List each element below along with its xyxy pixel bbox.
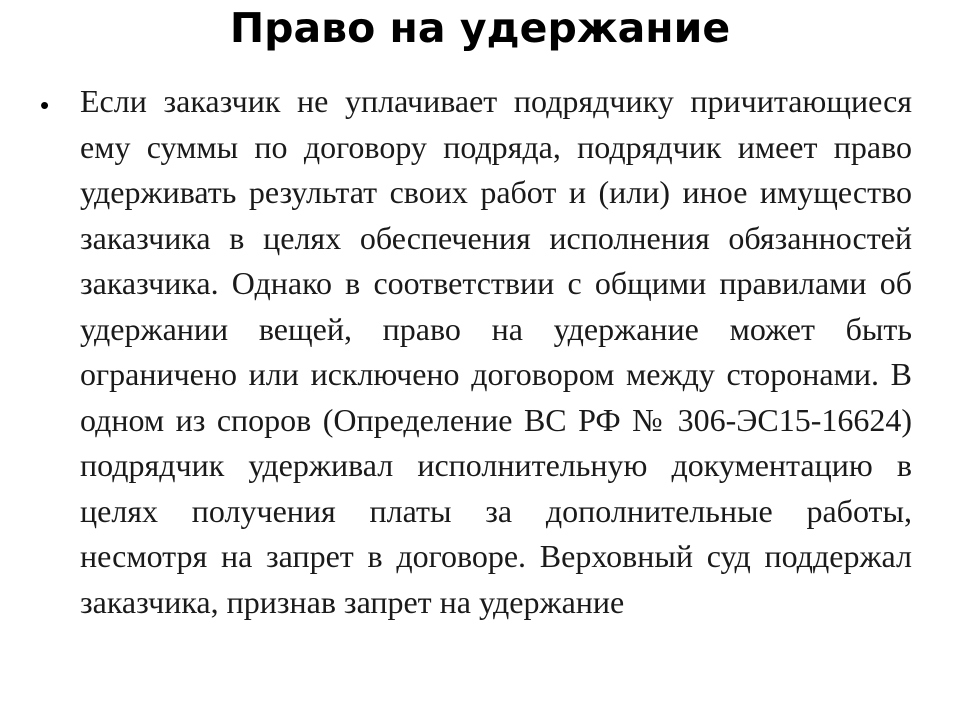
slide-title: Право на удержание [229, 4, 731, 52]
bullet-marker: • [40, 90, 50, 120]
slide-content [40, 79, 912, 625]
bullet-text: Если заказчик не уплачивает подрядчику причитающиеся ему суммы по договору подряда, подрядчик имеет право удерживать результат своих работ и (или) иное имущество заказчика в целях обеспечения исполнения обязанностей заказчика. Однако в соответствии с общими правилами об удержании вещей, право на удержание может быть ограничено или исключено договором между сторонами. В одном из споров (Определение ВС РФ № 306-ЭС15-16624) подрядчик удерживал исполнительную документацию в целях получения платы за дополнительные работы, несмотря на запрет в договоре. Верховный суд поддержал заказчика, признав запрет на удержание [80, 83, 912, 620]
bullet-item [40, 79, 912, 625]
